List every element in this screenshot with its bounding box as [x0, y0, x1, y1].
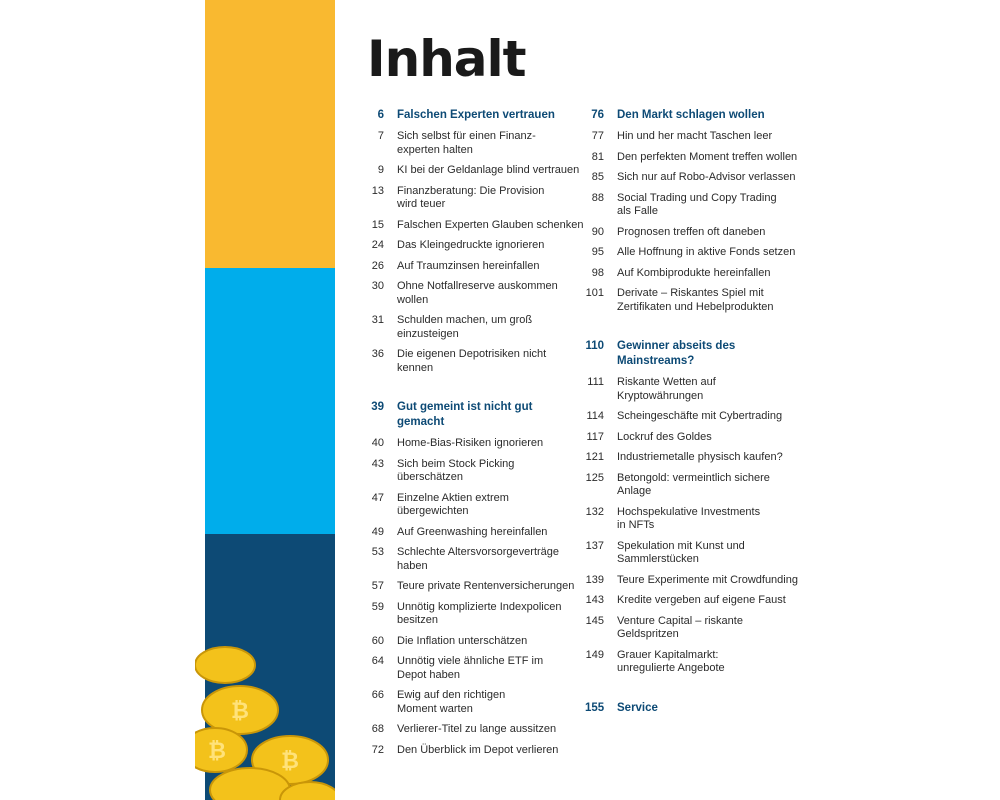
toc-entry[interactable] [365, 260, 585, 274]
section-page-number: 76 [591, 109, 604, 121]
toc-entry[interactable] [585, 594, 805, 608]
entry-page-number: 43 [371, 457, 384, 470]
entry-page-number: 145 [585, 614, 604, 627]
entry-page-number: 121 [585, 451, 604, 463]
entry-page-number: 60 [371, 634, 384, 647]
bitcoin-coins-illustration [195, 630, 335, 800]
toc-entry[interactable] [365, 744, 585, 758]
toc-entry-list [365, 437, 585, 757]
entry-page-number: 9 [377, 164, 384, 176]
toc-entry[interactable] [365, 580, 585, 594]
toc-right-column [585, 108, 805, 723]
entry-title: Sich selbst für einen Finanz- experten halten [397, 130, 536, 156]
svg-text:₿: ₿ [231, 699, 249, 724]
entry-page-number: 125 [585, 471, 604, 484]
section-title: Falschen Experten vertrauen [397, 109, 555, 121]
toc-entry[interactable] [585, 376, 805, 403]
entry-page-number: 47 [371, 491, 384, 504]
toc-entry[interactable] [585, 540, 805, 567]
toc-entry[interactable] [585, 246, 805, 260]
entry-title: Venture Capital – riskante Geldspritzen [617, 614, 743, 640]
toc-section[interactable] [585, 108, 805, 123]
entry-page-number: 132 [585, 505, 604, 518]
entry-title: Unnötig komplizierte Indexpolicen besitzen [397, 600, 562, 626]
toc-entry-list [585, 130, 805, 314]
entry-page-number: 53 [371, 546, 384, 558]
entry-title: Hochspekulative Investments in NFTs [617, 505, 761, 531]
entry-page-number: 101 [585, 287, 604, 299]
section-page-number: 6 [377, 109, 384, 121]
entry-title: Social Trading und Copy Trading als Falle [617, 191, 777, 217]
entry-title: Prognosen treffen oft daneben [617, 225, 766, 238]
toc-entry[interactable] [365, 130, 585, 157]
section-title: Den Markt schlagen wollen [617, 109, 765, 121]
toc-entry[interactable] [585, 130, 805, 144]
section-title: Service [617, 701, 658, 714]
toc-entry[interactable] [585, 506, 805, 533]
entry-title: Den Überblick im Depot verlieren [397, 743, 559, 756]
entry-page-number: 40 [371, 437, 384, 449]
toc-entry[interactable] [365, 280, 585, 307]
toc-entry-list [585, 376, 805, 676]
entry-title: Grauer Kapitalmarkt: unregulierte Angebote [617, 648, 725, 674]
toc-entry[interactable] [585, 287, 805, 314]
entry-title: Auf Greenwashing hereinfallen [397, 525, 548, 538]
entry-page-number: 77 [591, 130, 604, 142]
entry-title: Schulden machen, um groß einzusteigen [397, 314, 533, 340]
entry-page-number: 30 [371, 280, 384, 292]
entry-page-number: 149 [585, 648, 604, 661]
entry-page-number: 95 [591, 246, 604, 258]
entry-page-number: 24 [371, 239, 384, 251]
entry-page-number: 85 [591, 171, 604, 183]
entry-title: Spekulation mit Kunst und Sammlerstücken [617, 539, 745, 565]
page-title: Inhalt [367, 30, 526, 88]
toc-section[interactable] [585, 701, 805, 716]
entry-page-number: 114 [586, 410, 604, 422]
entry-title: Industriemetalle physisch kaufen? [617, 451, 783, 463]
toc-entry[interactable] [585, 649, 805, 676]
toc-entry[interactable] [365, 723, 585, 737]
entry-title: Schlechte Altersvorsorgeverträge haben [397, 546, 560, 572]
toc-entry[interactable] [365, 185, 585, 212]
entry-title: Unnötig viele ähnliche ETF im Depot haben [397, 655, 544, 681]
entry-page-number: 15 [371, 218, 384, 231]
svg-text:₿: ₿ [208, 739, 226, 764]
toc-entry[interactable] [365, 635, 585, 649]
toc-entry[interactable] [585, 615, 805, 642]
entry-title: Sich nur auf Robo-Advisor verlassen [617, 171, 796, 183]
toc-entry[interactable] [585, 171, 805, 185]
toc-entry[interactable] [585, 410, 805, 424]
entry-title: Kredite vergeben auf eigene Faust [617, 594, 786, 606]
section-page-number: 110 [585, 340, 604, 352]
toc-entry[interactable] [365, 239, 585, 253]
entry-page-number: 137 [585, 539, 604, 552]
entry-title: Die eigenen Depotrisiken nicht kennen [397, 348, 547, 374]
entry-title: Betongold: vermeintlich sichere Anlage [617, 471, 770, 497]
toc-entry[interactable] [585, 226, 805, 240]
entry-title: Sich beim Stock Picking überschätzen [397, 457, 515, 483]
entry-title: Teure private Rentenversicherungen [397, 580, 575, 592]
entry-title: Falschen Experten Glauben schenken [397, 218, 584, 231]
entry-title: Scheingeschäfte mit Cybertrading [617, 410, 783, 422]
toc-entry[interactable] [365, 526, 585, 540]
entry-page-number: 139 [585, 573, 604, 586]
entry-page-number: 59 [371, 600, 384, 613]
entry-page-number: 72 [371, 743, 384, 756]
entry-page-number: 49 [371, 525, 384, 538]
toc-entry[interactable] [365, 219, 585, 233]
entry-page-number: 111 [587, 376, 604, 388]
entry-title: Verlierer-Titel zu lange aussitzen [397, 723, 557, 735]
toc-entry[interactable] [585, 192, 805, 219]
toc-section[interactable] [585, 339, 805, 369]
entry-title: Das Kleingedruckte ignorieren [397, 239, 545, 251]
entry-page-number: 57 [371, 580, 384, 592]
toc-entry[interactable] [365, 164, 585, 178]
entry-title: Alle Hoffnung in aktive Fonds setzen [617, 246, 796, 258]
entry-title: Auf Kombiprodukte hereinfallen [617, 266, 771, 279]
toc-entry[interactable] [365, 437, 585, 451]
section-title: Gut gemeint ist nicht gut gemacht [397, 401, 533, 428]
entry-page-number: 31 [371, 314, 384, 326]
toc-entry-list [365, 130, 585, 375]
toc-section[interactable] [365, 108, 585, 123]
entry-title: Finanzberatung: Die Provision wird teuer [397, 184, 545, 210]
entry-page-number: 68 [371, 723, 384, 735]
entry-title: Derivate – Riskantes Spiel mit Zertifikaten und Hebelprodukten [617, 287, 774, 313]
entry-title: KI bei der Geldanlage blind vertrauen [397, 164, 580, 176]
entry-title: Home-Bias-Risiken ignorieren [397, 437, 544, 449]
toc-entry[interactable] [365, 314, 585, 341]
svg-text:₿: ₿ [281, 749, 299, 774]
entry-page-number: 13 [371, 184, 384, 197]
entry-title: Die Inflation unterschätzen [397, 634, 528, 647]
toc-entry[interactable] [585, 267, 805, 281]
section-title: Gewinner abseits des Mainstreams? [617, 340, 736, 367]
toc-entry[interactable] [585, 472, 805, 499]
entry-page-number: 88 [591, 191, 604, 204]
toc-entry[interactable] [585, 451, 805, 465]
entry-page-number: 66 [371, 689, 384, 701]
entry-page-number: 64 [371, 655, 384, 667]
entry-title: Ewig auf den richtigen Moment warten [397, 689, 506, 715]
entry-page-number: 81 [591, 150, 604, 163]
entry-page-number: 36 [371, 348, 384, 360]
yellow-color-band [205, 0, 335, 268]
toc-entry[interactable] [365, 458, 585, 485]
entry-title: Teure Experimente mit Crowdfunding [617, 573, 798, 586]
toc-entry[interactable] [585, 574, 805, 588]
toc-entry[interactable] [365, 655, 585, 682]
cyan-color-band [205, 268, 335, 534]
entry-page-number: 98 [591, 266, 604, 279]
entry-page-number: 26 [371, 259, 384, 272]
toc-entry[interactable] [365, 689, 585, 716]
entry-page-number: 117 [586, 430, 604, 443]
entry-title: Einzelne Aktien extrem übergewichten [397, 491, 509, 517]
entry-title: Ohne Notfallreserve auskommen wollen [397, 280, 558, 306]
entry-title: Den perfekten Moment treffen wollen [617, 150, 798, 163]
entry-page-number: 90 [591, 225, 604, 238]
toc-left-column [365, 108, 585, 764]
entry-page-number: 7 [377, 130, 384, 142]
toc-entry[interactable] [365, 348, 585, 375]
entry-title: Hin und her macht Taschen leer [617, 130, 773, 142]
toc-entry[interactable] [365, 546, 585, 573]
toc-entry[interactable] [585, 151, 805, 165]
entry-page-number: 143 [585, 594, 604, 606]
entry-title: Lockruf des Goldes [617, 430, 712, 443]
toc-section[interactable] [365, 400, 585, 430]
section-page-number: 39 [371, 401, 384, 413]
toc-entry[interactable] [585, 431, 805, 445]
toc-entry[interactable] [365, 601, 585, 628]
section-page-number: 155 [585, 701, 605, 714]
entry-title: Riskante Wetten auf Kryptowährungen [617, 376, 716, 402]
entry-title: Auf Traumzinsen hereinfallen [397, 259, 540, 272]
toc-entry[interactable] [365, 492, 585, 519]
